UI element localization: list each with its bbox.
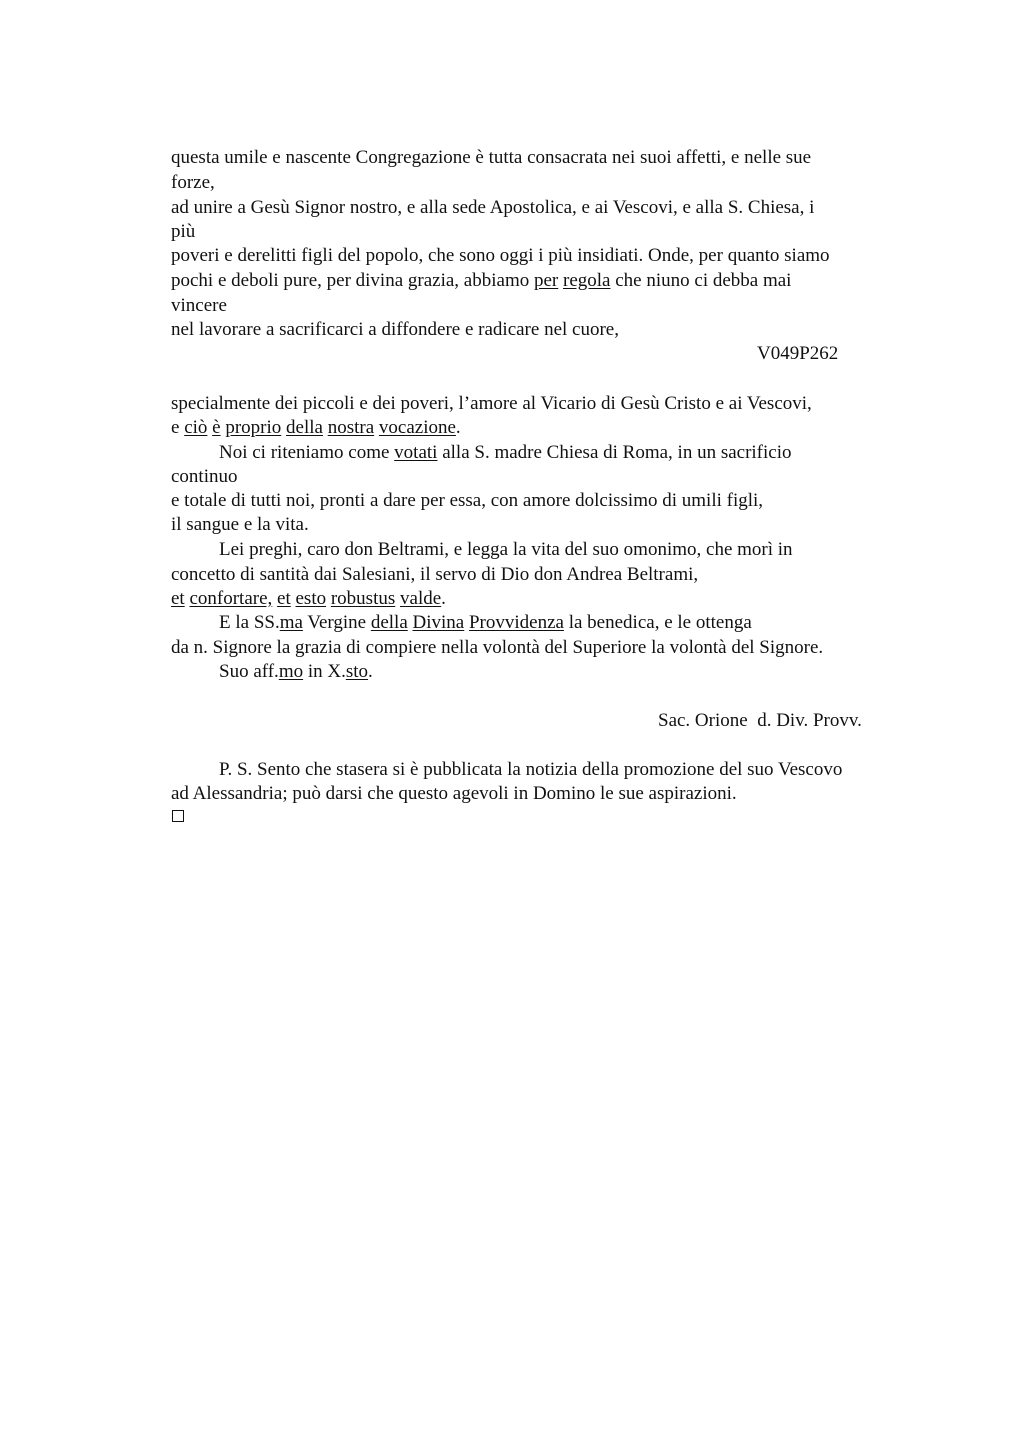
text-line: forze, [171, 172, 215, 193]
text-line: più [171, 221, 196, 242]
underlined-word: della [370, 612, 408, 633]
underlined-word: robustus [330, 588, 396, 609]
postscript-line: P. S. Sento che stasera si è pubblicata la notizia della promozione del suo Vescovo [219, 759, 843, 780]
text-line [171, 416, 461, 440]
underlined-word: valde [400, 588, 442, 609]
underlined-word: regola [563, 270, 611, 291]
text-run: . [441, 588, 446, 609]
signature: Sac. Orione d. Div. Provv. [658, 710, 862, 731]
text-run: . [455, 417, 461, 438]
underlined-word: Divina [412, 612, 465, 633]
underlined-word: ciò [184, 417, 208, 438]
text-run: . [368, 661, 373, 682]
text-line: Lei preghi, caro don Beltrami, e legga la vita del suo omonimo, che morì in [219, 539, 793, 560]
underlined-word: vocazione [378, 417, 456, 438]
postscript-line: ad Alessandria; può darsi che questo agevoli in Domino le sue aspirazioni. [171, 783, 737, 804]
text-run: in X. [303, 661, 346, 682]
latin-quote [171, 587, 446, 611]
text-run: pochi e deboli pure, per divina grazia, abbiamo [171, 270, 534, 291]
underlined-word: per [533, 270, 559, 291]
text-line: da n. Signore la grazia di compiere nella volontà del Superiore la volontà del Signore. [171, 637, 824, 658]
text-line: e totale di tutti noi, pronti a dare per essa, con amore dolcissimo di umili figli, [171, 490, 764, 511]
underlined-word: della [286, 417, 323, 438]
text-line: il sangue e la vita. [171, 514, 309, 535]
underlined-word: è [212, 417, 221, 438]
text-line: concetto di santità dai Salesiani, il servo di Dio don Andrea Beltrami, [171, 564, 699, 585]
text-line: questa umile e nascente Congregazione è tutta consacrata nei suoi affetti, e nelle sue [171, 147, 812, 168]
underlined-word: votati [394, 442, 438, 463]
underlined-word: sto [345, 661, 369, 682]
text-run: la benedica, e le ottenga [563, 612, 752, 633]
text-run: Noi ci riteniamo come [219, 442, 395, 463]
text-run: e [171, 417, 185, 438]
text-line [219, 441, 792, 465]
text-line: nel lavorare a sacrificarci a diffondere e radicare nel cuore, [171, 319, 619, 340]
page-marker: V049P262 [757, 343, 839, 364]
underlined-word: et [171, 588, 185, 609]
underlined-word: esto [295, 588, 327, 609]
underlined-word: confortare, [189, 588, 273, 609]
text-line: ad unire a Gesù Signor nostro, e alla sede Apostolica, e ai Vescovi, e alla S. Chiesa, i [171, 197, 815, 218]
text-line: vincere [171, 295, 227, 316]
text-run: Vergine [302, 612, 371, 633]
underlined-word: mo [278, 661, 304, 682]
underlined-word: et [277, 588, 291, 609]
closing-line [219, 660, 373, 684]
text-run: E la SS. [219, 612, 280, 633]
text-line: specialmente dei piccoli e dei poveri, l’amore al Vicario di Gesù Cristo e ai Vescovi, [171, 393, 812, 414]
text-run: Suo aff. [219, 661, 279, 682]
end-box-icon [172, 810, 184, 822]
text-run: che niuno ci debba mai [610, 270, 792, 291]
underlined-word: Provvidenza [468, 612, 564, 633]
text-line [171, 269, 791, 293]
text-line: continuo [171, 466, 238, 487]
text-line: poveri e derelitti figli del popolo, che sono oggi i più insidiati. Onde, per quanto siamo [171, 245, 830, 266]
underlined-word: ma [279, 612, 303, 633]
text-line [219, 611, 752, 635]
text-run: alla S. madre Chiesa di Roma, in un sacrificio [437, 442, 792, 463]
underlined-word: proprio [225, 417, 282, 438]
underlined-word: nostra [327, 417, 375, 438]
